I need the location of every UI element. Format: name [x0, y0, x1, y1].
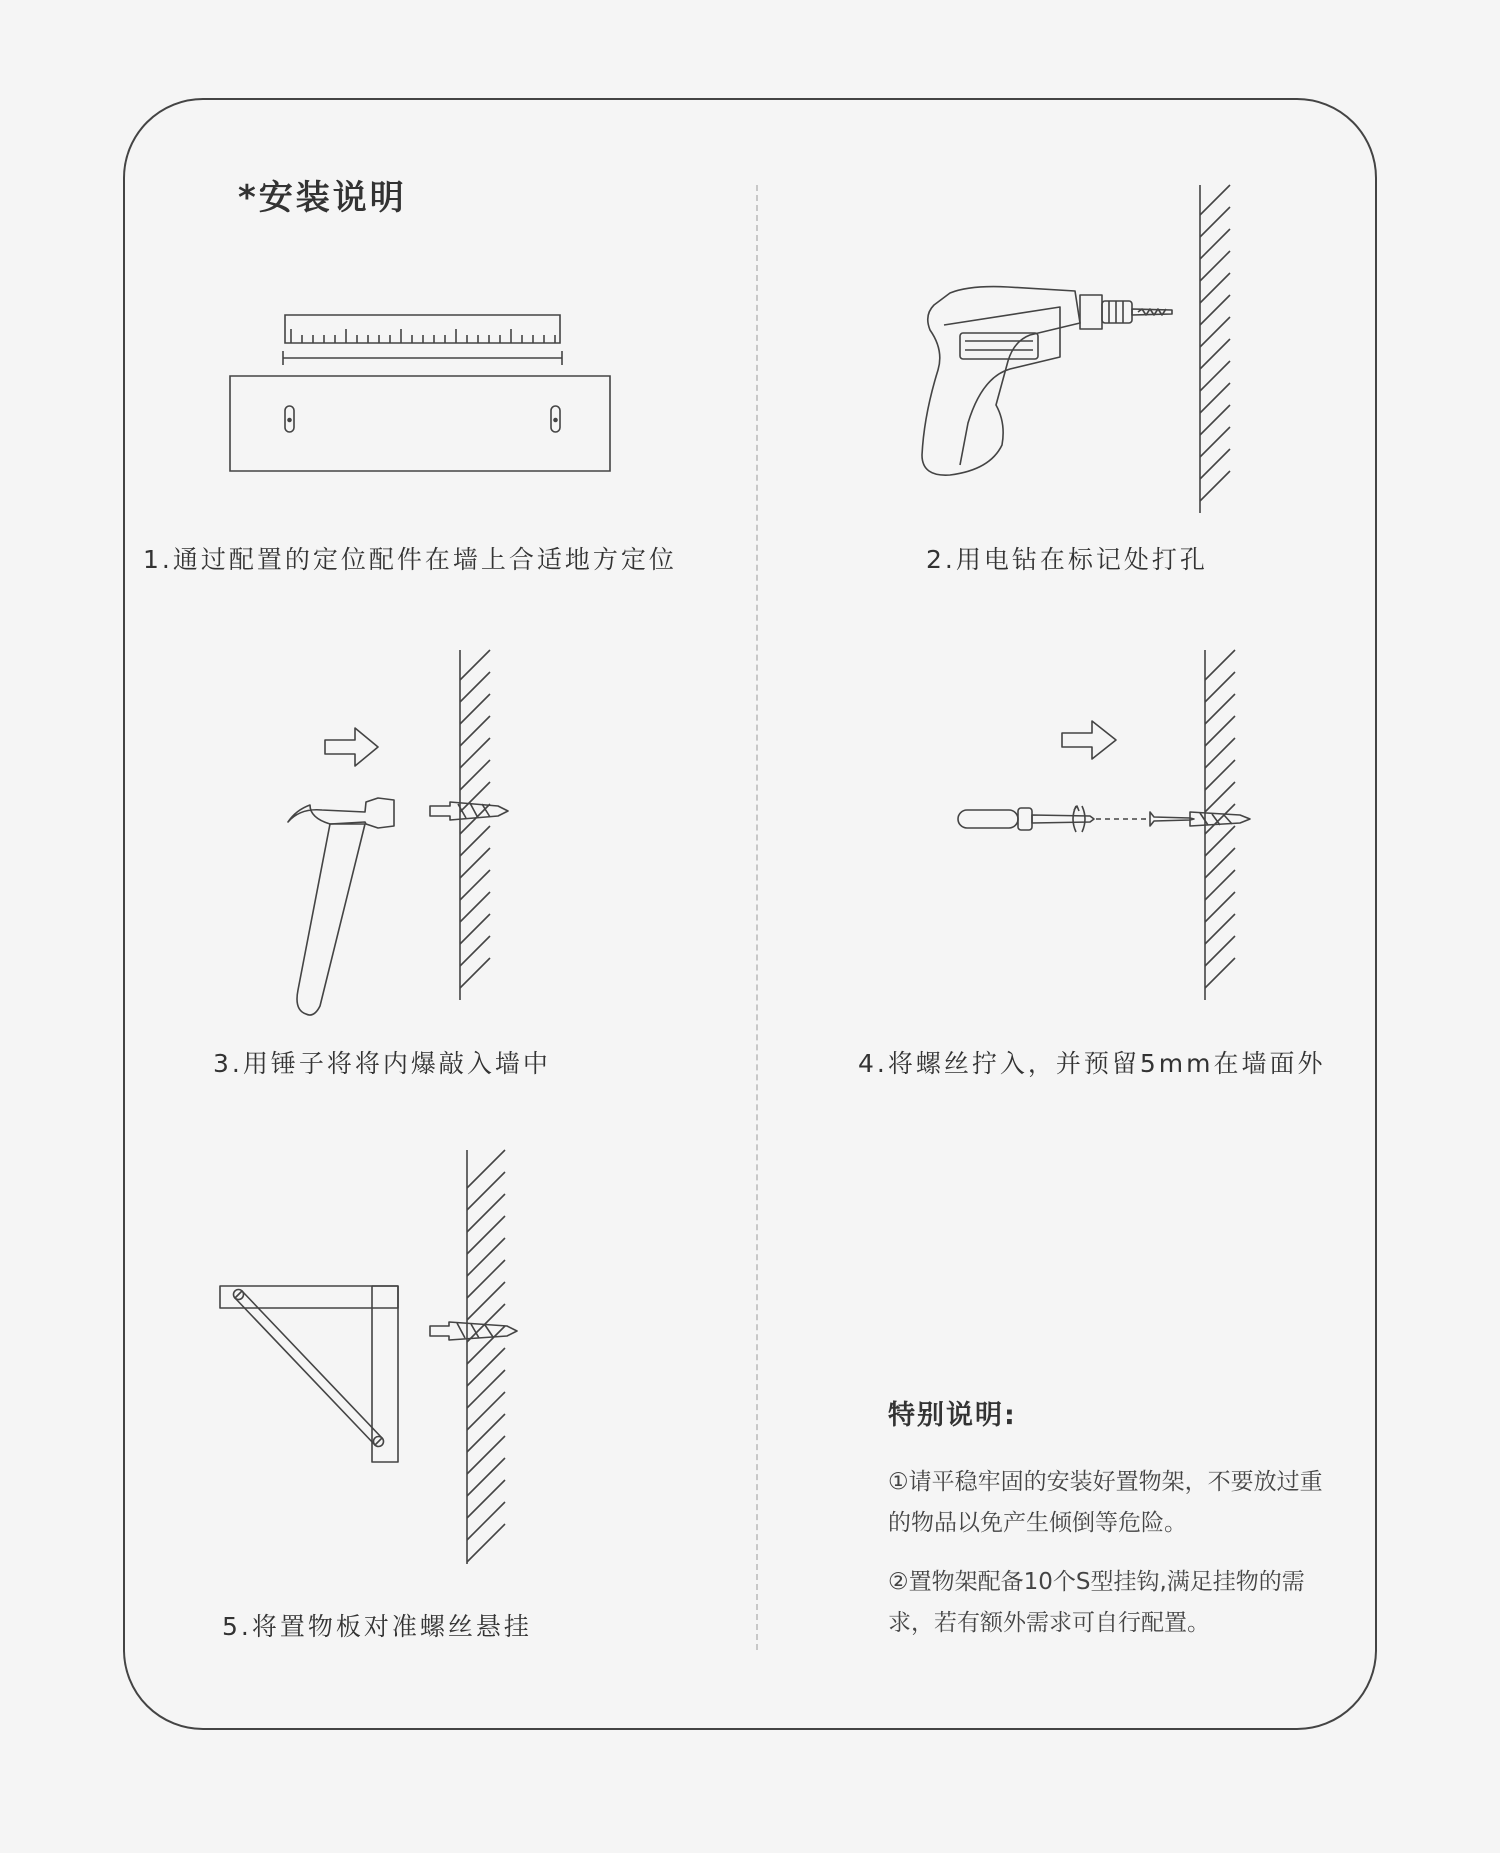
hatch-stroke	[467, 1260, 505, 1298]
shelf-board	[230, 376, 610, 471]
arrow-right-icon	[325, 728, 378, 766]
hatch-stroke	[467, 1194, 505, 1232]
hatch-stroke	[467, 1414, 505, 1452]
arrow-right-icon	[1062, 721, 1116, 759]
hatch-stroke	[467, 1150, 505, 1188]
ruler-board-illustration	[225, 310, 625, 475]
hatch-stroke	[467, 1172, 505, 1210]
step-4-label: 4.将螺丝拧入，并预留5mm在墙面外	[858, 1049, 1326, 1078]
screwdriver-handle	[958, 810, 1018, 828]
special-note-1: ①请平稳牢固的安装好置物架，不要放过重的物品以免产生倾倒等危险。	[888, 1469, 1323, 1536]
wall-hatch	[1205, 650, 1235, 988]
hatch-stroke	[467, 1436, 505, 1474]
hatch-stroke	[467, 1524, 505, 1562]
screwdriver-illustration	[950, 630, 1280, 1010]
hatch-stroke	[467, 1282, 505, 1320]
page-title: *安装说明	[238, 178, 407, 218]
ruler-ticks	[291, 329, 555, 343]
screw	[1150, 812, 1194, 826]
hatch-stroke	[467, 1392, 505, 1430]
anchor-plug	[430, 802, 508, 820]
hatch-stroke	[467, 1238, 505, 1276]
rotation-icon	[1073, 806, 1085, 832]
step-2-label: 2.用电钻在标记处打孔	[926, 545, 1208, 574]
dashed-divider	[756, 185, 758, 1650]
drill-chuck	[1080, 295, 1102, 329]
hatch-stroke	[467, 1480, 505, 1518]
shelf-upright	[372, 1286, 398, 1462]
bracket-brace	[235, 1291, 382, 1445]
hatch-stroke	[467, 1348, 505, 1386]
step-5-label: 5.将置物板对准螺丝悬挂	[222, 1612, 532, 1641]
step-3-label: 3.用锤子将将内爆敲入墙中	[213, 1049, 551, 1078]
special-note-2: ②置物架配备10个S型挂钩,满足挂物的需求，若有额外需求可自行配置。	[888, 1569, 1305, 1636]
hatch-stroke	[467, 1216, 505, 1254]
hatch-stroke	[467, 1326, 505, 1364]
bracket-illustration	[215, 1120, 535, 1570]
hammer-handle	[297, 824, 365, 1015]
hatch-stroke	[467, 1458, 505, 1496]
wall-hatch	[1200, 185, 1230, 501]
special-notes-title: 特别说明:	[888, 1400, 1017, 1431]
anchor-plug	[430, 1322, 517, 1340]
hatch-stroke	[467, 1502, 505, 1540]
step-1-label: 1.通过配置的定位配件在墙上合适地方定位	[143, 545, 677, 574]
hatch-stroke	[467, 1370, 505, 1408]
drill-illustration	[910, 165, 1250, 525]
drill-body	[922, 287, 1080, 476]
wall-hatch	[467, 1150, 505, 1562]
hammer-illustration	[270, 630, 540, 1010]
